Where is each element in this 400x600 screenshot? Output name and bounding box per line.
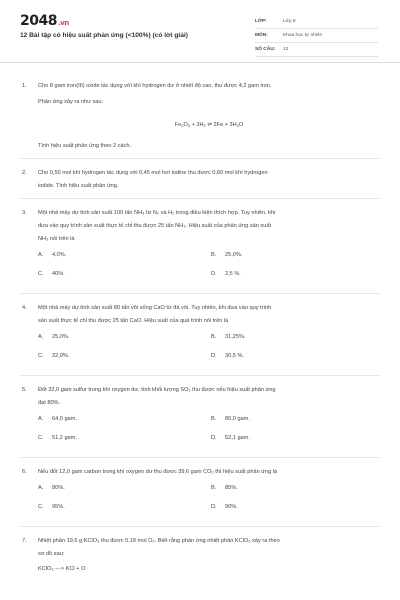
option-text: 52,1 gam.	[225, 435, 250, 441]
question-number: 7.	[22, 538, 27, 544]
question-1	[20, 80, 380, 152]
question-text: Cho 8 gam iron(III) oxide tác dụng với khí hydrogen dư ở nhiệt độ cao, thu được 4,2 gam iron.	[38, 83, 272, 89]
option-text: 40%.	[52, 271, 65, 277]
option-text: 80%.	[52, 485, 65, 491]
option-label: A.	[38, 485, 44, 491]
site-logo[interactable]	[20, 13, 69, 29]
meta-row-count	[255, 43, 378, 57]
meta-key: SỐ CÂU:	[255, 47, 276, 52]
option-label: D.	[211, 271, 217, 277]
question-divider	[20, 457, 380, 458]
question-6	[20, 466, 380, 520]
question-text: Một nhà máy dự tính sản xuất 100 tấn NH₃ từ N₂ và H₂ trong điều kiện thích hợp. Tuy nhiên, khi	[38, 210, 276, 216]
answer-options	[38, 249, 380, 287]
option-label: B.	[211, 252, 217, 258]
question-text: Một nhà máy dự tính sản xuất 80 tấn vôi sống CaO từ đá vôi. Tuy nhiên, khi đưa vào quy trình	[38, 305, 272, 311]
option-label: A.	[38, 252, 44, 258]
eq-part: + 3H	[190, 122, 204, 128]
option-text: 4,0%.	[52, 252, 67, 258]
answer-option[interactable]	[38, 249, 211, 268]
answer-options	[38, 482, 380, 520]
answer-option[interactable]	[38, 432, 211, 451]
question-number: 6.	[22, 469, 27, 475]
option-text: 32,0%.	[52, 353, 70, 359]
answer-option[interactable]	[38, 268, 211, 287]
question-text: NH₃ nói trên là	[38, 236, 75, 242]
question-divider	[20, 526, 380, 527]
header-divider	[0, 62, 400, 63]
question-divider	[20, 198, 380, 199]
question-5	[20, 384, 380, 451]
answer-option[interactable]	[211, 501, 384, 520]
option-text: 2,5 %.	[225, 271, 241, 277]
answer-option[interactable]	[211, 350, 384, 369]
question-divider	[20, 293, 380, 294]
answer-option[interactable]	[38, 350, 211, 369]
option-label: C.	[38, 353, 44, 359]
document-title: 12 Bài tập có hiệu suất phản ứng (<100%) (có lời giải)	[20, 32, 188, 39]
answer-option[interactable]	[211, 432, 384, 451]
question-text: Nhiệt phân 19,6 g KClO₃ thu được 0,18 mol O₂. Biết rằng phản ứng nhiệt phân KClO₃ xảy ra theo	[38, 538, 280, 544]
answer-option[interactable]	[211, 331, 384, 350]
option-text: 25,0%.	[225, 252, 243, 258]
meta-value: Lớp 8	[283, 19, 296, 24]
logo-suffix: .vn	[57, 19, 69, 27]
answer-option[interactable]	[211, 413, 384, 432]
question-text: đưa vào quy trình sản xuất thực tế chỉ thu được 25 tấn NH₃. Hiệu suất của phản ứng sản xuất	[38, 223, 271, 229]
meta-key: LỚP:	[255, 19, 267, 24]
question-text: Nếu đốt 12,0 gam carbon trong khí oxygen dư thu được 39,6 gam CO₂ thì hiệu suất phản ứng là	[38, 469, 278, 475]
answer-option[interactable]	[38, 413, 211, 432]
answer-option[interactable]	[211, 249, 384, 268]
answer-option[interactable]	[38, 501, 211, 520]
chemical-equation: $Fe_2O_3 + 3H_2$ ⇌ $2Fe + 3H_2O$	[174, 122, 244, 128]
option-label: B.	[211, 416, 217, 422]
meta-key: MÔN:	[255, 33, 268, 38]
option-label: D.	[211, 435, 217, 441]
question-number: 5.	[22, 387, 27, 393]
document-meta	[255, 15, 378, 57]
option-text: 51,2 gam.	[52, 435, 77, 441]
option-text: 85%.	[225, 485, 238, 491]
question-text: đạt 80%.	[38, 400, 61, 406]
question-text: Phản ứng xảy ra như sau:	[38, 99, 104, 105]
question-number: 3.	[22, 210, 27, 216]
question-number: 4.	[22, 305, 27, 311]
question-text: sản xuất thực tế chỉ thu được 25 tấn CaO. Hiệu suất của quá trình nói trên là	[38, 318, 229, 324]
question-text: iodide. Tính hiệu suất phản ứng.	[38, 183, 119, 189]
question-number: 1.	[22, 83, 27, 89]
option-label: B.	[211, 485, 217, 491]
answer-option[interactable]	[38, 331, 211, 350]
option-label: C.	[38, 504, 44, 510]
answer-options	[38, 331, 380, 369]
option-label: D.	[211, 504, 217, 510]
option-text: 31,25%.	[225, 334, 246, 340]
option-text: 80,0 gam.	[225, 416, 250, 422]
option-label: C.	[38, 435, 44, 441]
question-4	[20, 302, 380, 369]
answer-options	[38, 413, 380, 451]
meta-row-subject	[255, 29, 378, 43]
meta-row-class	[255, 15, 378, 29]
answer-option[interactable]	[211, 268, 384, 287]
question-7	[20, 535, 380, 575]
option-label: A.	[38, 334, 44, 340]
option-label: C.	[38, 271, 44, 277]
question-number: 2.	[22, 170, 27, 176]
option-label: B.	[211, 334, 217, 340]
eq-part: ⇌ 2Fe + 3H	[205, 122, 237, 128]
eq-part: Fe	[174, 122, 182, 128]
option-text: 90%.	[225, 504, 238, 510]
option-text: 64,0 gam.	[52, 416, 77, 422]
question-text: KClO₃ ---> KCl + O	[38, 566, 86, 572]
eq-part: O	[183, 122, 188, 128]
answer-option[interactable]	[38, 482, 211, 501]
question-text: Tính hiệu suất phản ứng theo 2 cách.	[38, 143, 131, 149]
option-text: 30,5 %.	[225, 353, 244, 359]
option-label: A.	[38, 416, 44, 422]
option-label: D.	[211, 353, 217, 359]
question-3	[20, 207, 380, 287]
question-2	[20, 167, 380, 192]
question-text: sơ đồ sau:	[38, 551, 65, 557]
question-list	[20, 80, 380, 576]
question-text: Cho 0,50 mol khí hydrogen tác dụng với 0,45 mol hơi iodine thu được 0,60 mol khí hydrogen	[38, 170, 268, 176]
question-text: Đốt 32,0 gam sulfur trong khí oxygen dư, tính khối lượng SO₂ thu được nếu hiệu suất phản ứng	[38, 387, 276, 393]
question-divider	[20, 158, 380, 159]
eq-part: O	[238, 122, 244, 128]
answer-option[interactable]	[211, 482, 384, 501]
option-text: 25,0%.	[52, 334, 70, 340]
logo-text: 2048	[20, 13, 57, 29]
meta-value: 12	[283, 47, 289, 52]
question-divider	[20, 375, 380, 376]
meta-value: Khoa học tự nhiên	[283, 33, 323, 38]
option-text: 95%.	[52, 504, 65, 510]
